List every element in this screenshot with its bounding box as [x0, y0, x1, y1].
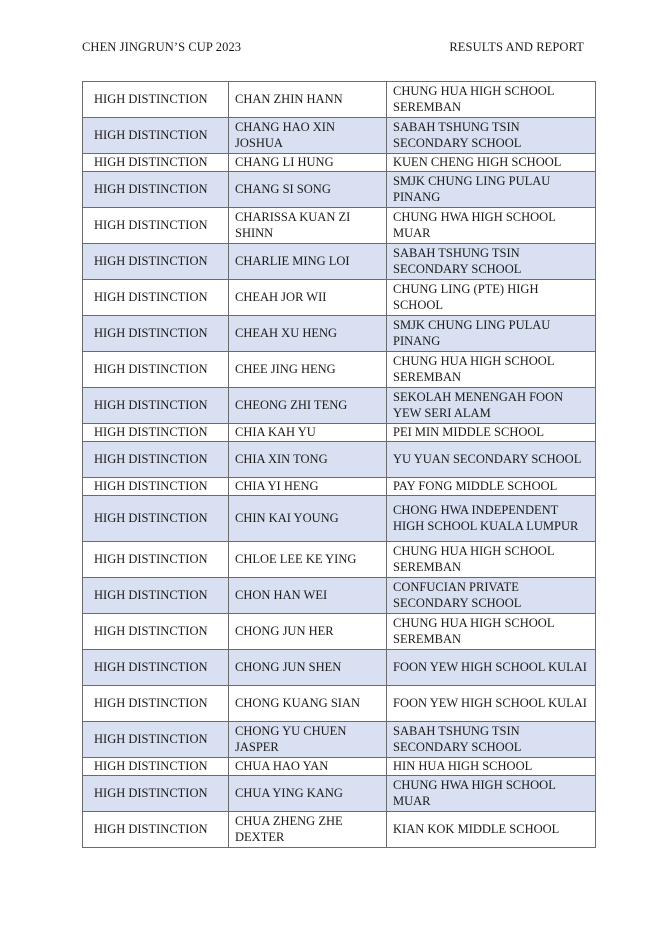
award-cell: HIGH DISTINCTION	[83, 352, 229, 388]
school-cell: CHUNG LING (PTE) HIGH SCHOOL	[387, 280, 596, 316]
name-cell: CHANG HAO XIN JOSHUA	[229, 118, 387, 154]
school-cell: CHUNG HWA HIGH SCHOOL MUAR	[387, 208, 596, 244]
school-cell: SABAH TSHUNG TSIN SECONDARY SCHOOL	[387, 244, 596, 280]
school-cell: PAY FONG MIDDLE SCHOOL	[387, 478, 596, 496]
name-cell: CHARLIE MING LOI	[229, 244, 387, 280]
award-cell: HIGH DISTINCTION	[83, 758, 229, 776]
name-cell: CHONG JUN HER	[229, 614, 387, 650]
school-cell: SMJK CHUNG LING PULAU PINANG	[387, 172, 596, 208]
name-cell: CHANG LI HUNG	[229, 154, 387, 172]
results-table	[82, 81, 596, 848]
table-row	[83, 478, 596, 496]
school-cell: CONFUCIAN PRIVATE SECONDARY SCHOOL	[387, 578, 596, 614]
award-cell: HIGH DISTINCTION	[83, 388, 229, 424]
table-row	[83, 208, 596, 244]
award-cell: HIGH DISTINCTION	[83, 316, 229, 352]
award-cell: HIGH DISTINCTION	[83, 686, 229, 722]
table-row	[83, 118, 596, 154]
award-cell: HIGH DISTINCTION	[83, 82, 229, 118]
school-cell: SABAH TSHUNG TSIN SECONDARY SCHOOL	[387, 118, 596, 154]
table-row	[83, 280, 596, 316]
school-cell: CHUNG HWA HIGH SCHOOL MUAR	[387, 776, 596, 812]
award-cell: HIGH DISTINCTION	[83, 496, 229, 542]
name-cell: CHUA ZHENG ZHE DEXTER	[229, 812, 387, 848]
table-row	[83, 812, 596, 848]
table-row	[83, 172, 596, 208]
table-row	[83, 442, 596, 478]
award-cell: HIGH DISTINCTION	[83, 812, 229, 848]
results-table-body	[83, 82, 596, 848]
name-cell: CHON HAN WEI	[229, 578, 387, 614]
table-row	[83, 614, 596, 650]
school-cell: KUEN CHENG HIGH SCHOOL	[387, 154, 596, 172]
table-row	[83, 388, 596, 424]
table-row	[83, 686, 596, 722]
name-cell: CHEE JING HENG	[229, 352, 387, 388]
table-row	[83, 578, 596, 614]
award-cell: HIGH DISTINCTION	[83, 722, 229, 758]
school-cell: KIAN KOK MIDDLE SCHOOL	[387, 812, 596, 848]
report-title: RESULTS AND REPORT	[449, 40, 584, 54]
name-cell: CHONG YU CHUEN JASPER	[229, 722, 387, 758]
school-cell: CHUNG HUA HIGH SCHOOL SEREMBAN	[387, 352, 596, 388]
school-cell: SMJK CHUNG LING PULAU PINANG	[387, 316, 596, 352]
table-row	[83, 82, 596, 118]
school-cell: FOON YEW HIGH SCHOOL KULAI	[387, 686, 596, 722]
name-cell: CHARISSA KUAN ZI SHINN	[229, 208, 387, 244]
award-cell: HIGH DISTINCTION	[83, 650, 229, 686]
award-cell: HIGH DISTINCTION	[83, 542, 229, 578]
award-cell: HIGH DISTINCTION	[83, 424, 229, 442]
name-cell: CHONG KUANG SIAN	[229, 686, 387, 722]
name-cell: CHIA KAH YU	[229, 424, 387, 442]
school-cell: CHONG HWA INDEPENDENT HIGH SCHOOL KUALA LUMPUR	[387, 496, 596, 542]
table-row	[83, 542, 596, 578]
award-cell: HIGH DISTINCTION	[83, 578, 229, 614]
table-row	[83, 650, 596, 686]
table-row	[83, 776, 596, 812]
award-cell: HIGH DISTINCTION	[83, 244, 229, 280]
award-cell: HIGH DISTINCTION	[83, 280, 229, 316]
name-cell: CHANG SI SONG	[229, 172, 387, 208]
school-cell: HIN HUA HIGH SCHOOL	[387, 758, 596, 776]
school-cell: CHUNG HUA HIGH SCHOOL SEREMBAN	[387, 82, 596, 118]
school-cell: SABAH TSHUNG TSIN SECONDARY SCHOOL	[387, 722, 596, 758]
table-row	[83, 424, 596, 442]
name-cell: CHAN ZHIN HANN	[229, 82, 387, 118]
name-cell: CHLOE LEE KE YING	[229, 542, 387, 578]
name-cell: CHUA YING KANG	[229, 776, 387, 812]
award-cell: HIGH DISTINCTION	[83, 208, 229, 244]
name-cell: CHIN KAI YOUNG	[229, 496, 387, 542]
award-cell: HIGH DISTINCTION	[83, 154, 229, 172]
table-row	[83, 244, 596, 280]
award-cell: HIGH DISTINCTION	[83, 442, 229, 478]
school-cell: CHUNG HUA HIGH SCHOOL SEREMBAN	[387, 614, 596, 650]
name-cell: CHIA XIN TONG	[229, 442, 387, 478]
competition-title: CHEN JINGRUN’S CUP 2023	[82, 40, 242, 54]
table-row	[83, 758, 596, 776]
table-row	[83, 496, 596, 542]
school-cell: SEKOLAH MENENGAH FOON YEW SERI ALAM	[387, 388, 596, 424]
award-cell: HIGH DISTINCTION	[83, 614, 229, 650]
table-row	[83, 316, 596, 352]
table-row	[83, 722, 596, 758]
name-cell: CHEONG ZHI TENG	[229, 388, 387, 424]
award-cell: HIGH DISTINCTION	[83, 172, 229, 208]
page-header	[82, 40, 584, 56]
award-cell: HIGH DISTINCTION	[83, 118, 229, 154]
name-cell: CHONG JUN SHEN	[229, 650, 387, 686]
name-cell: CHUA HAO YAN	[229, 758, 387, 776]
name-cell: CHIA YI HENG	[229, 478, 387, 496]
school-cell: CHUNG HUA HIGH SCHOOL SEREMBAN	[387, 542, 596, 578]
award-cell: HIGH DISTINCTION	[83, 478, 229, 496]
school-cell: FOON YEW HIGH SCHOOL KULAI	[387, 650, 596, 686]
school-cell: PEI MIN MIDDLE SCHOOL	[387, 424, 596, 442]
table-row	[83, 154, 596, 172]
table-row	[83, 352, 596, 388]
school-cell: YU YUAN SECONDARY SCHOOL	[387, 442, 596, 478]
name-cell: CHEAH JOR WII	[229, 280, 387, 316]
award-cell: HIGH DISTINCTION	[83, 776, 229, 812]
name-cell: CHEAH XU HENG	[229, 316, 387, 352]
